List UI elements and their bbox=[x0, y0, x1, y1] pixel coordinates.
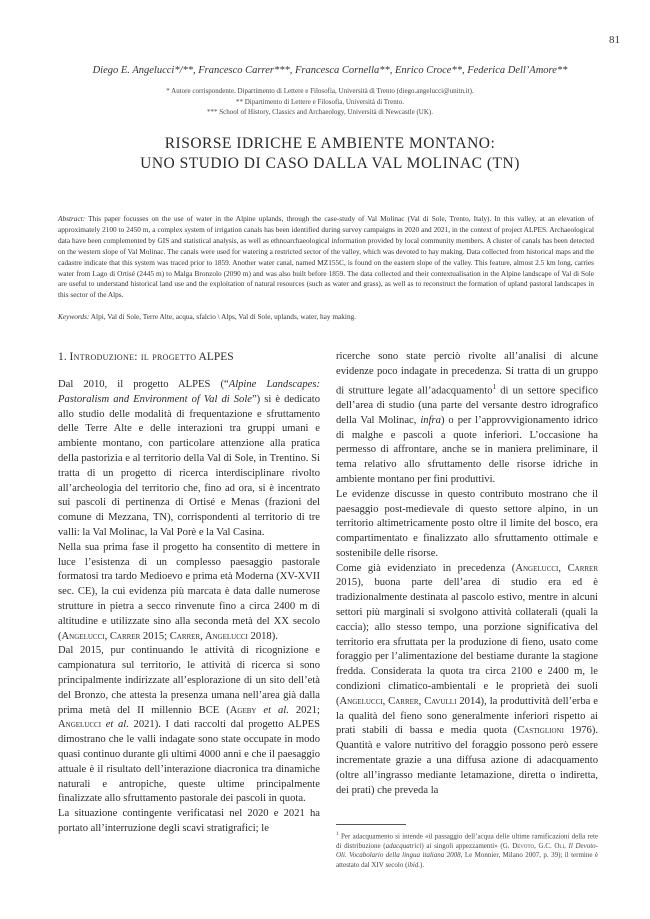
page-number: 81 bbox=[609, 34, 620, 46]
et-al-italic: et al. bbox=[256, 704, 289, 716]
section-heading bbox=[58, 350, 320, 364]
text-run: 2021). I dati raccolti dal progetto ALPES dimostrano che le valli indagate sono state occupate in modo quasi continuo durante gli ultimi 4000 anni e che il paesaggio attuale è il risultato dell’interazione diacronica tra dinamiche naturali e antropiche, queste ultime principalmente finalizzate allo sfruttamento pastorale dei pascoli in quota. bbox=[58, 719, 320, 805]
keywords bbox=[58, 312, 594, 323]
footnote-1 bbox=[336, 830, 598, 870]
left-column bbox=[58, 350, 320, 837]
text-run: 2015), buona parte dell’area di studio era ed è tradizionalmente destinata al pascolo estivo, mentre in alcuni settori più marginali si svolgono attività collaterali (quali la caccia); allo stesso tempo, una porzione significativa del territorio era sfruttata per la produzione di fieno, usato come foraggio per l’alimentazione del bestiame durante la stagione fredda. Considerata la quota tra circa 2100 e 2400 m, le condizioni climatico-ambientali e le proprietà dei suoli ( bbox=[336, 577, 598, 707]
paragraph-2 bbox=[58, 541, 320, 645]
footnote-reference[interactable]: 1 bbox=[492, 382, 497, 391]
project-name-italic: Alpine Landscapes: Pastoralism and Environment of Val di Sole bbox=[58, 379, 320, 405]
text-run: ) o per l’approvvigionamento idrico di malghe e pascoli a quote inferiori. L’occasione ha permesso di affrontare, anche se in maniera preliminare, il tema relativo allo sfruttamento delle risorse idriche in ambiente montano per fini produttivi. bbox=[336, 414, 598, 485]
abstract bbox=[58, 214, 594, 301]
text-run: Come già evidenziato in precedenza ( bbox=[336, 562, 516, 574]
abstract-text: This paper focusses on the use of water in the Alpine uplands, through the case-study of Val Molinac (Val di Sole, Trento, Italy). In this valley, at an elevation of approximately 2100 to 2450 m, a complex system of irrigation canals has been identified during survey campaigns in 2020 and 2021, in the context of project ALPES. Archaeological data have been complemented by GIS and statistical analysis, as well as ethnoarchaeological information provided by local community members. A cluster of canals has been detected on the western slope of Val Molinac. The canals were used for watering a restricted sector of the valley, which was devoted to hay making. Data collected from historical maps and the cadastre indicate that this system was traced prior to 1859. Another water canal, named MZ155C, is found on the eastern slope of the valley. This feature, almost 2.5 km long, carries water from Lago di Ortisé (2445 m) to Malga Bronzolo (2090 m) and was also built before 1859. The data collected and their contextualisation in the Alpine landscape of Val di Sole are useful to understand historical land use and the exploitation of natural resources (such as water and grass), as well as to reconstruct the formation of upland pastoral landscapes in this sector of the Alps. bbox=[58, 214, 594, 300]
text-run: Dal 2015, pur continuando le attività di ricognizione e campionatura sul territorio, le attività di ricerca si sono principalmente indirizzate all’esplorazione di un sito dell’età del Bronzo, che attesta la presenza umana nell’area già dalla prima metà del II millennio BCE ( bbox=[58, 645, 320, 716]
title-line-1: RISORSE IDRICHE E AMBIENTE MONTANO: bbox=[164, 135, 496, 152]
text-run: Dal 2010, il progetto ALPES (“ bbox=[58, 379, 229, 390]
ibid-italic: ibid. bbox=[407, 860, 421, 869]
text-run: 2014), la produttività dell’erba e la qualità del fieno sono generalmente inferiori rispetto ai prati stabili di bassa e media quota ( bbox=[336, 695, 598, 737]
paragraph-3 bbox=[58, 644, 320, 807]
text-run: , Le Monnier, Milano 2007, p. 39); il termine è attestato dal XIV secolo ( bbox=[336, 851, 598, 869]
keywords-label: Keywords: bbox=[58, 312, 90, 321]
text-run: 2021; bbox=[288, 704, 320, 716]
citation: Ageby bbox=[229, 704, 257, 716]
citation: Angelucci bbox=[58, 719, 102, 731]
paragraph-1 bbox=[58, 378, 320, 541]
paragraph-5 bbox=[336, 350, 598, 488]
term-italic: adacquatrici bbox=[385, 841, 422, 850]
affiliation-3: *** School of History, Classics and Archaeology, Università di Newcastle (UK). bbox=[207, 108, 433, 116]
text-run: , G.C. bbox=[534, 841, 555, 850]
citation: Angelucci, Carrer bbox=[61, 630, 141, 642]
text-run: Per adacquamento si intende «il passaggio dell’acqua delle ultime ramificazioni della rete di distribuzione ( bbox=[336, 832, 598, 850]
abstract-label: Abstract: bbox=[58, 214, 86, 223]
footnote-marker: 1 bbox=[336, 831, 339, 837]
citation: Castiglioni bbox=[517, 725, 564, 737]
section-title-acronym: ALPES bbox=[198, 351, 234, 363]
keywords-text: Alpi, Val di Sole, Terre Alte, acqua, sfalcio \ Alps, Val di Sole, uplands, water, hay making. bbox=[89, 312, 357, 321]
affiliation-1: * Autore corrispondente. Dipartimento di Lettere e Filosofia, Università di Trento (diego.angelucci@unitn.it). bbox=[166, 87, 474, 95]
author-list: Diego E. Angelucci*/**, Francesco Carrer***, Francesca Cornella**, Enrico Croce**, Federica Dell’Amore** bbox=[92, 65, 568, 76]
affiliations bbox=[100, 86, 540, 118]
paper-title bbox=[60, 134, 600, 174]
affiliation-2: ** Dipartimento di Lettere e Filosofia, Università di Trento. bbox=[236, 97, 404, 106]
citation: Angelucci, Carrer, Cavulli bbox=[339, 695, 457, 707]
text-run: 2018). bbox=[247, 630, 278, 642]
paragraph-7 bbox=[336, 562, 598, 799]
title-line-2: UNO STUDIO DI CASO DALLA VAL MOLINAC (TN) bbox=[140, 155, 520, 172]
text-run: 2015; bbox=[140, 630, 170, 642]
text-run: ). bbox=[420, 860, 425, 869]
citation: Devoto bbox=[512, 841, 535, 850]
right-column bbox=[336, 350, 598, 798]
citation: Oli bbox=[554, 841, 565, 850]
section-number: 1. bbox=[58, 351, 67, 363]
text-run: Nella sua prima fase il progetto ha consentito di mettere in luce l’esistenza di un complesso paesaggio pastorale formatosi tra tardo Medioevo e prima età Moderna (XV-XVII sec. CE), la cui evidenza più marcata è data dalle numerose strutture in pietra a secco rinvenute fino a circa 2400 m di altitudine e utilizzate sino alla seconda metà del XX secolo ( bbox=[58, 541, 320, 642]
paragraph-4: La situazione contingente verificatasi nel 2020 e 2021 ha portato all’interruzione degli scavi stratigrafici; le bbox=[58, 808, 320, 834]
section-title-text: Introduzione: il progetto bbox=[69, 351, 197, 363]
text-run: , bbox=[564, 841, 569, 850]
infra-italic: infra bbox=[420, 414, 441, 426]
book-title-italic: Il Devoto-Oli. Vocabolario della lingua italiana 2008 bbox=[336, 841, 599, 860]
citation: Angelucci, Carrer bbox=[515, 562, 598, 574]
text-run: di un settore specifico dell’area di studio (una parte del versante destro idrografico della Val Molinac, bbox=[336, 385, 599, 426]
text-run: 1976). Quantità e valore nutritivo del foraggio possono però essere incrementate grazie a una diffusa azione di adacquamento (oltre all’ingrasso mediante letamazione, diretta o indiretta, dei prati) che preveda la bbox=[336, 725, 599, 796]
et-al-italic: et al. bbox=[101, 719, 129, 731]
text-run: ) ai singoli appezzamenti» (G. bbox=[421, 841, 513, 850]
text-run: ricerche sono state perciò rivolte all’analisi di alcune evidenze poco indagate in precedenza. Si tratta di un gruppo di strutture legate all’adacquamento bbox=[336, 351, 598, 397]
paragraph-6: Le evidenze discusse in questo contributo mostrano che il paesaggio post-medievale di questo settore alpino, in un territorio altimetricamente posto oltre il limite del bosco, era compartimentato e finalizzato allo sfruttamento ottimale e sostenibile delle risorse. bbox=[336, 488, 598, 559]
footnote-divider bbox=[336, 824, 406, 825]
text-run: ”) si è dedicato allo studio delle modalità di frequentazione e sfruttamento delle Terre Alte e delle interazioni tra gruppi umani e ambiente montano, con particolare attenzione alla pratica della pastorizia e al territorio della Val di Sole, in Trentino. Si tratta di un progetto di ricerca interdisciplinare rivolto all’archeologia del territorio che, fino ad ora, si è incentrato sui pascoli di pertinenza di Ortisé e Menas (frazioni del comune di Mezzana, TN), corrispondenti al territorio di tre valli: la Val Molinac, la Val Porè e la Val Casina. bbox=[58, 393, 321, 538]
citation: Carrer, Angelucci bbox=[169, 630, 248, 642]
